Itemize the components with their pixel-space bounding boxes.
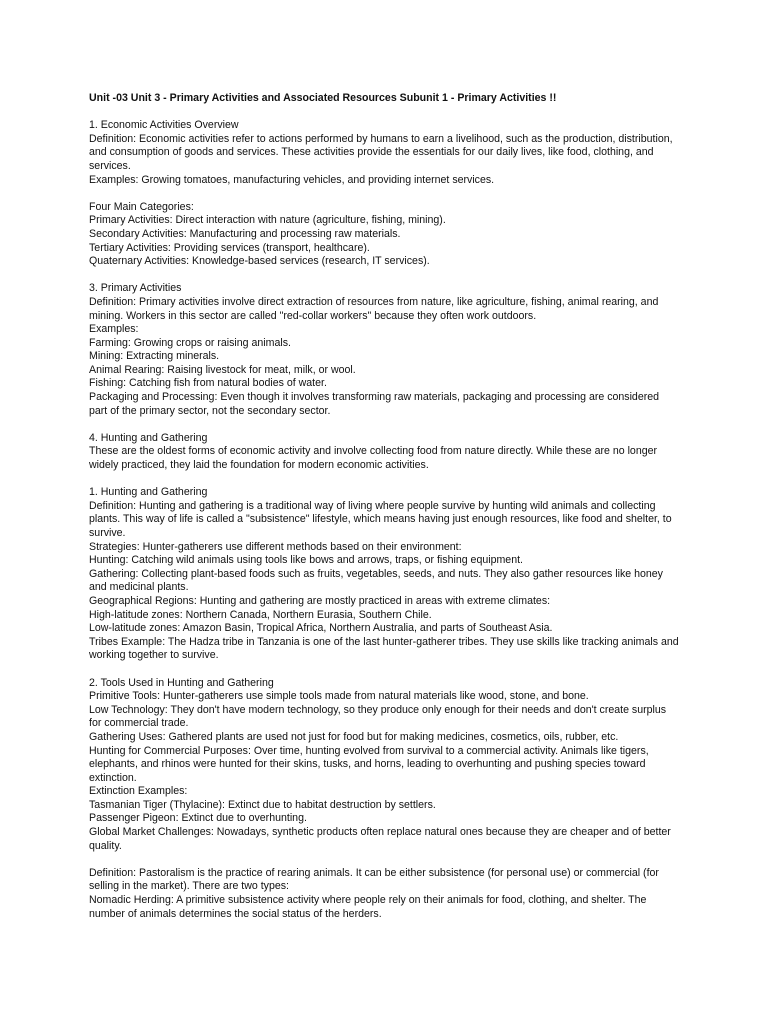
- paragraph-block: [89, 677, 679, 854]
- text-line: Nomadic Herding: A primitive subsistence activity where people rely on their animals for food, clothing, and shelter. The number of animals determines the social status of the herders.: [89, 894, 647, 920]
- block-heading-line: 3. Primary Activities: [89, 282, 182, 295]
- block-heading-line: 1. Hunting and Gathering: [89, 486, 208, 499]
- block-heading-line: 1. Economic Activities Overview: [89, 119, 239, 132]
- text-line: Gathering: Collecting plant-based foods such as fruits, vegetables, seeds, and nuts. They also gather resources like honey and medicinal plants.: [89, 567, 663, 594]
- text-line: Definition: Economic activities refer to actions performed by humans to earn a livelihood, such as the production, distribution, and consumption of goods and services. These activities provide the essentials for our daily lives, like food, clothing, and services.: [89, 132, 673, 172]
- paragraph-block: [89, 432, 679, 473]
- text-line: Strategies: Hunter-gatherers use different methods based on their environment:: [89, 540, 462, 553]
- text-line: Tasmanian Tiger (Thylacine): Extinct due to habitat destruction by settlers.: [89, 798, 436, 811]
- text-line: Fishing: Catching fish from natural bodies of water.: [89, 377, 327, 390]
- text-line: Animal Rearing: Raising livestock for meat, milk, or wool.: [89, 363, 356, 376]
- text-line: Quaternary Activities: Knowledge-based services (research, IT services).: [89, 255, 430, 268]
- text-line: Secondary Activities: Manufacturing and processing raw materials.: [89, 227, 401, 240]
- text-line: Gathering Uses: Gathered plants are used not just for food but for making medicines, cosmetics, oils, rubber, etc.: [89, 730, 619, 743]
- paragraph-block: [89, 867, 679, 921]
- text-line: Definition: Primary activities involve direct extraction of resources from nature, like agriculture, fishing, animal rearing, and mining. Workers in this sector are called "red-collar workers" because they often work outdoors.: [89, 295, 659, 322]
- paragraph-block: [89, 201, 679, 269]
- document-title: Unit -03 Unit 3 - Primary Activities and Associated Resources Subunit 1 - Primary Activities !!: [89, 92, 557, 104]
- document-page: [89, 92, 679, 935]
- text-line: Tertiary Activities: Providing services (transport, healthcare).: [89, 241, 370, 254]
- text-line: Hunting: Catching wild animals using tools like bows and arrows, traps, or fishing equipment.: [89, 554, 523, 567]
- text-line: Primary Activities: Direct interaction with nature (agriculture, fishing, mining).: [89, 214, 446, 227]
- block-heading-line: 2. Tools Used in Hunting and Gathering: [89, 676, 274, 689]
- text-line: Primitive Tools: Hunter-gatherers use simple tools made from natural materials like wood, stone, and bone.: [89, 690, 589, 703]
- text-line: Extinction Examples:: [89, 785, 188, 798]
- text-line: Examples: Growing tomatoes, manufacturing vehicles, and providing internet services.: [89, 173, 495, 186]
- text-line: Packaging and Processing: Even though it involves transforming raw materials, packaging and processing are considered part of the primary sector, not the secondary sector.: [89, 391, 660, 417]
- text-line: Tribes Example: The Hadza tribe in Tanzania is one of the last hunter-gatherer tribes. They use skills like tracking animals and working together to survive.: [89, 635, 679, 662]
- block-heading-line: 4. Hunting and Gathering: [89, 431, 208, 444]
- text-line: Geographical Regions: Hunting and gathering are mostly practiced in areas with extreme climates:: [89, 594, 551, 607]
- text-line: High-latitude zones: Northern Canada, Northern Eurasia, Southern Chile.: [89, 608, 432, 621]
- text-line: Mining: Extracting minerals.: [89, 350, 220, 363]
- text-line: Passenger Pigeon: Extinct due to overhunting.: [89, 812, 307, 825]
- paragraph-block: [89, 486, 679, 663]
- text-line: Examples:: [89, 323, 139, 336]
- block-heading-line: Definition: Pastoralism is the practice of rearing animals. It can be either subsistence (for personal use) or commercial (for selling in the market). There are two types:: [89, 866, 659, 893]
- paragraph-block: [89, 119, 679, 187]
- text-line: Definition: Hunting and gathering is a traditional way of living where people survive by hunting wild animals and collecting plants. This way of life is called a "subsistence" lifestyle, which means having just enough resources, like food and shelter, to survive.: [89, 499, 672, 539]
- text-line: Low Technology: They don't have modern technology, so they produce only enough for their needs and don't create surplus for commercial trade.: [89, 703, 667, 730]
- text-line: Hunting for Commercial Purposes: Over time, hunting evolved from survival to a commercial activity. Animals like tigers, elephants, and rhinos were hunted for their skins, tusks, and horns, leading to overhunting and pushing species toward extinction.: [89, 744, 649, 784]
- text-line: Low-latitude zones: Amazon Basin, Tropical Africa, Northern Australia, and parts of Southeast Asia.: [89, 622, 553, 635]
- text-line: Global Market Challenges: Nowadays, synthetic products often replace natural ones because they are cheaper and of better quality.: [89, 826, 671, 852]
- document-body: [89, 119, 679, 921]
- block-heading-line: Four Main Categories:: [89, 200, 194, 213]
- text-line: These are the oldest forms of economic activity and involve collecting food from nature directly. While these are no longer widely practiced, they laid the foundation for modern economic activities.: [89, 445, 658, 472]
- paragraph-block: [89, 282, 679, 418]
- text-line: Farming: Growing crops or raising animals.: [89, 336, 291, 349]
